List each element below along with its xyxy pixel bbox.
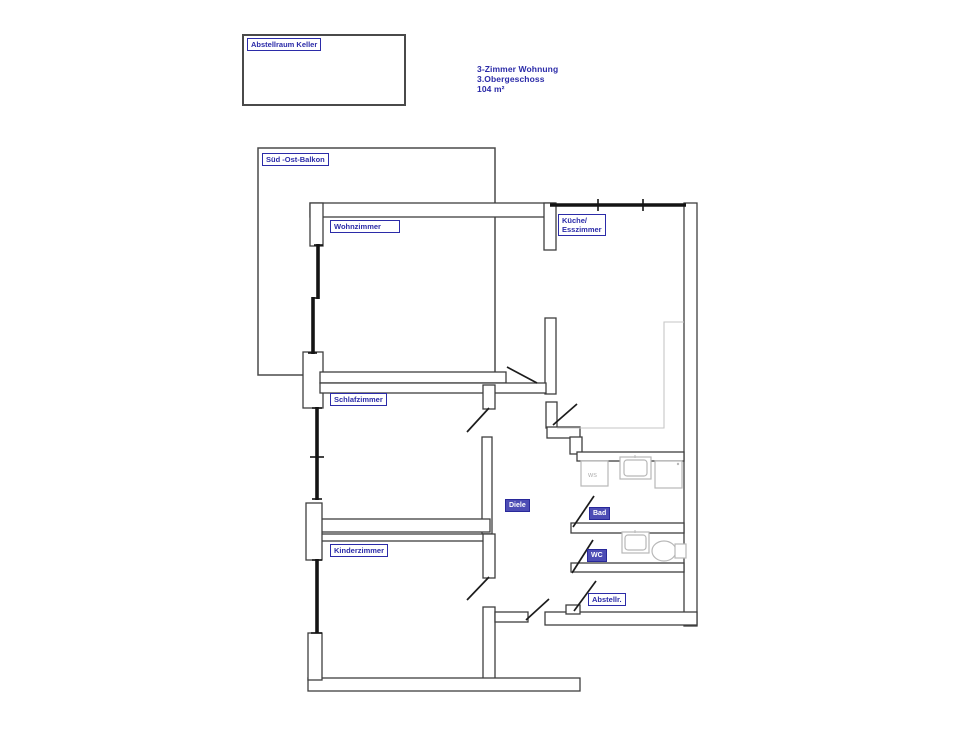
kidsroom-door <box>467 577 489 600</box>
label-bedroom: Schlafzimmer <box>330 393 387 406</box>
plan-title-line2: 3.Obergeschoss <box>477 74 545 84</box>
wall-kitchen-left-stub <box>544 203 556 250</box>
label-kitchen-line2: Esszimmer <box>562 225 602 234</box>
label-cellar-storage: Abstellraum Keller <box>247 38 321 51</box>
wall-livingroom-left-top <box>310 203 323 246</box>
plan-title-line3: 104 m² <box>477 84 505 94</box>
shower-drain-dot <box>677 463 679 465</box>
label-hallway: Diele <box>505 499 530 512</box>
plan-title <box>477 64 558 94</box>
wall-kidsroom-top <box>308 534 490 541</box>
toilet-bowl <box>652 541 676 561</box>
wall-bedroom-top <box>320 383 546 393</box>
label-kitchen <box>558 214 606 236</box>
plan-title-line1: 3-Zimmer Wohnung <box>477 64 559 74</box>
label-livingroom: Wohnzimmer <box>330 220 400 233</box>
balcony-outline <box>258 148 495 375</box>
wc-sink-basin <box>625 535 646 550</box>
livingroom-door <box>507 367 537 383</box>
wall-entrance-stub <box>495 612 528 622</box>
washing-machine-label: WS <box>588 473 597 479</box>
label-balcony: Süd -Ost-Balkon <box>262 153 329 166</box>
label-storage-room: Abstellr. <box>588 593 626 606</box>
wall-kidsroom-right-bottom <box>483 607 495 682</box>
wall-right-outer <box>684 203 697 626</box>
label-bath: Bad <box>589 507 610 520</box>
label-kidsroom: Kinderzimmer <box>330 544 388 557</box>
label-wc: WC <box>587 549 607 562</box>
wall-kidsroom-bottom <box>308 678 580 691</box>
wall-kidsroom-right-top <box>483 534 495 578</box>
kitchen-counter-outline <box>557 322 684 428</box>
wall-bedroom-bottom <box>320 519 490 532</box>
wall-living-hall-stub <box>545 318 556 394</box>
wall-livingroom-top <box>310 203 555 217</box>
wall-livingroom-bottom <box>320 372 506 383</box>
label-kitchen-line1: Küche/ <box>562 216 588 225</box>
wall-left-block-mid2 <box>306 503 322 560</box>
wall-kidsroom-left-block <box>308 633 322 680</box>
wall-wc-storage-divider <box>571 563 684 572</box>
wall-hall-kitchen-foot <box>546 402 557 428</box>
bath-sink-basin <box>624 460 647 476</box>
toilet-tank <box>675 544 686 558</box>
bedroom-door <box>467 408 489 432</box>
wall-bedroom-door-stub <box>483 385 495 409</box>
